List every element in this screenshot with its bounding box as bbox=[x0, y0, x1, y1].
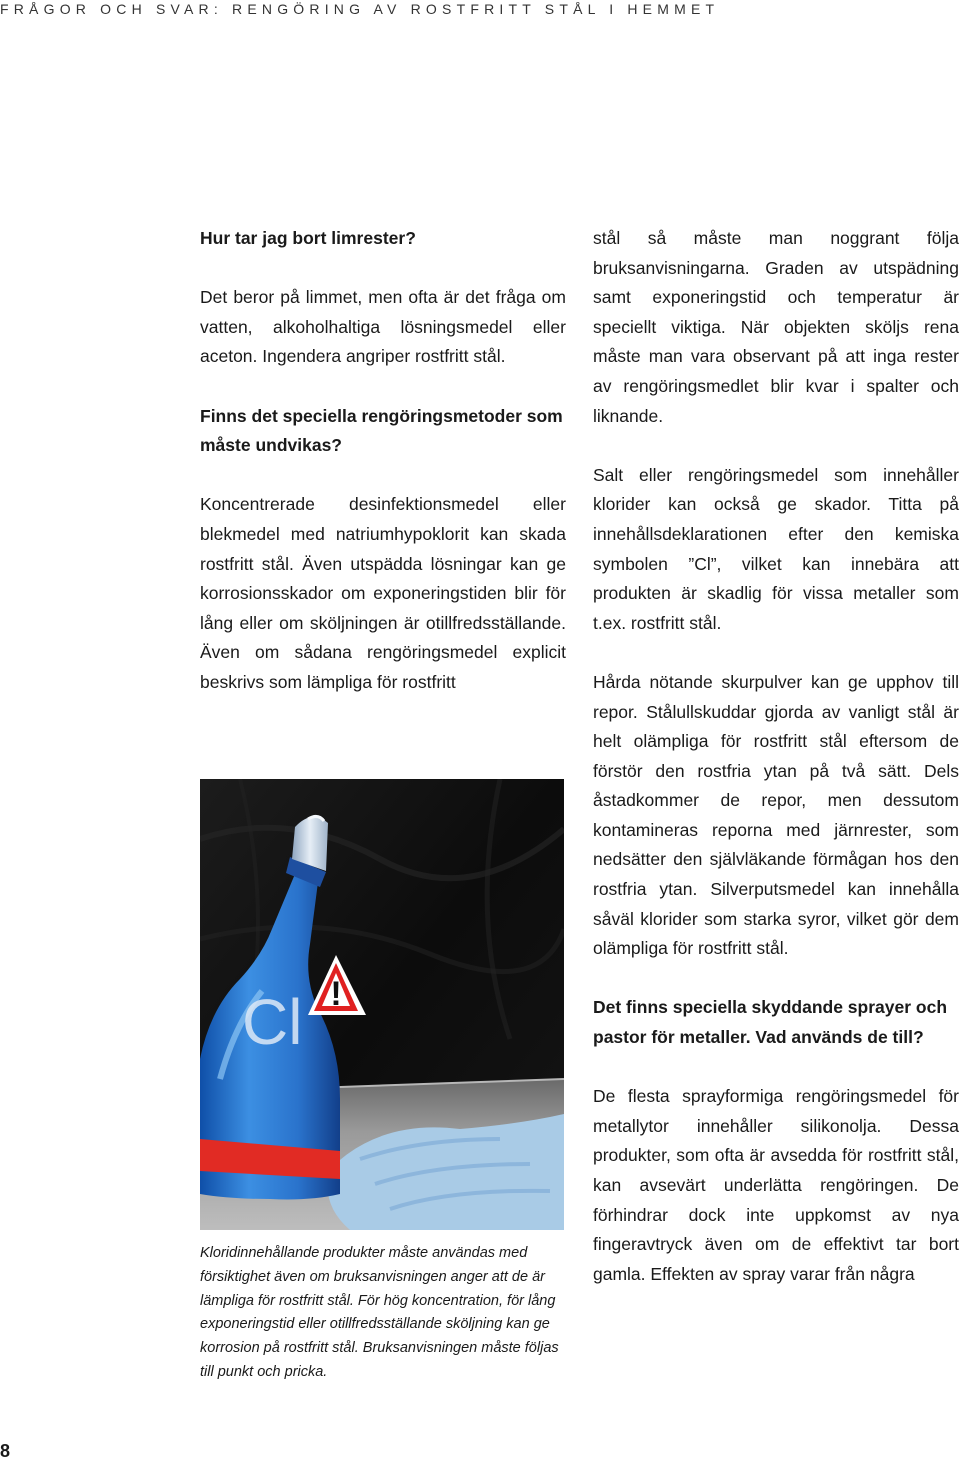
answer-sprays: De flesta sprayformiga rengöringsmedel för metallytor innehåller silikonolja. Dessa produkter, som ofta är avsedda för rostfritt stål, kan avsevärt underlätta rengöringen. De förhindrar dock inte uppkomst av nya fingeravtryck även om de effektivt tar bort gamla. Effekten av spray varar från några bbox=[593, 1086, 959, 1284]
right-column bbox=[593, 224, 959, 1319]
photo-caption: Kloridinnehållande produkter måste användas med försiktighet även om bruksanvisningen anger att de är lämpliga för rostfritt stål. För hög koncentration, för lång exponeringstid eller otillfredsställande sköljning kan ge korrosion på rostfritt stål. Bruksanvisningen måste följas till punkt och pricka. bbox=[200, 1245, 559, 1380]
chlorine-symbol-label: Cl bbox=[242, 986, 303, 1058]
question-heading-glue: Hur tar jag bort limrester? bbox=[200, 228, 416, 248]
warning-icon: ! bbox=[330, 975, 342, 1013]
left-column bbox=[200, 224, 566, 727]
chloride-paragraph: Salt eller rengöringsmedel som innehåller klorider kan också ge skador. Titta på innehållsdeklarationen efter den kemiska symbolen ”Cl”, vilket kan innebära att produkten är skadlig för vissa metaller som t.ex. rostfritt stål. bbox=[593, 464, 959, 633]
running-head-title: FRÅGOR OCH SVAR: RENGÖRING AV ROSTFRITT STÅL I HEMMET bbox=[0, 1, 720, 17]
cleaning-product-photo bbox=[200, 779, 564, 1230]
abrasive-paragraph: Hårda nötande skurpulver kan ge upphov till repor. Stålullskuddar gjorda av vanligt stål är helt olämpliga för rostfritt stål eftersom de förstör den rostfria ytan på två sätt. Dels åstadkommer de repor, men dessutom kontamineras reporna med järnrester, som nedsätter den självläkande förmågan hos den rostfria ytan. Silverputsmedel kan innehålla såväl klorider som starka syror, vilket gör dem olämpliga för rostfritt stål. bbox=[593, 671, 959, 959]
answer-avoid-methods: Koncentrerade desinfektionsmedel eller blekmedel med natriumhypoklorit kan skada rostfritt stål. Även utspädda lösningar kan ge korrosionsskador om exponeringstiden blir för lång eller om sköljningen är otillfredsställande. Även om sådana rengöringsmedel explicit beskrivs som lämpliga för rostfritt bbox=[200, 494, 566, 692]
question-heading-avoid-methods: Finns det speciella rengöringsmetoder som måste undvikas? bbox=[200, 405, 563, 456]
question-heading-sprays: Det finns speciella skyddande sprayer och pastor för metaller. Vad används de till? bbox=[593, 997, 948, 1048]
page-number: 8 bbox=[0, 1441, 11, 1461]
answer-glue: Det beror på limmet, men ofta är det fråga om vatten, alkoholhaltiga lösningsmedel eller aceton. Ingendera angriper rostfritt stål. bbox=[200, 287, 566, 367]
continued-paragraph: stål så måste man noggrant följa bruksanvisningarna. Graden av utspädning samt exponeringstid och temperatur är speciellt viktiga. När objekten sköljs rena måste man vara observant på att inga rester av rengöringsmedlet blir kvar i spalter och liknande. bbox=[593, 228, 959, 426]
